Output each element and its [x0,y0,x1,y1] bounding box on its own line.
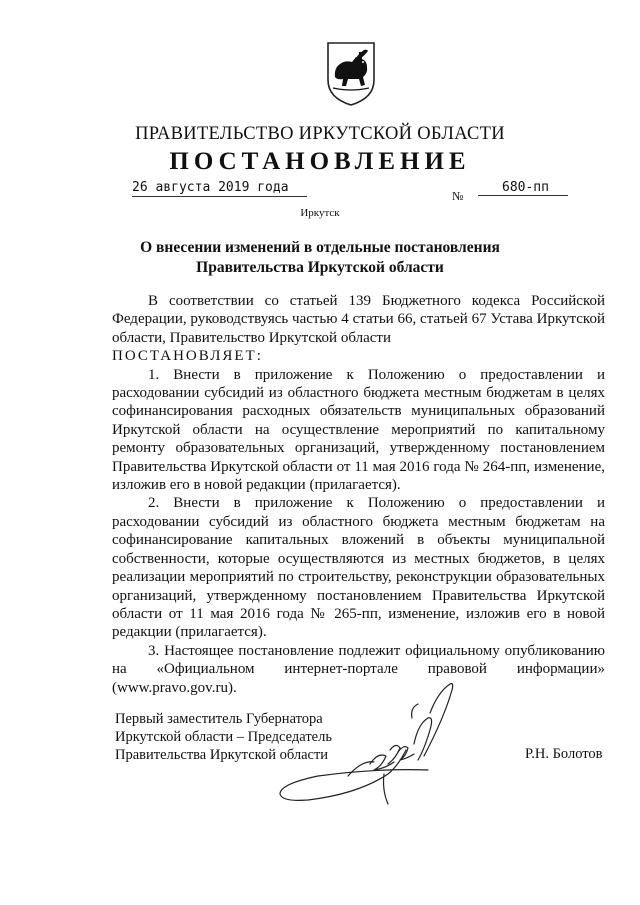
handwritten-signature-icon [278,678,510,806]
item-paragraph-2: 2. Внести в приложение к Положению о предоставлении и расходовании субсидий из областного бюджета местным бюджетам на софинансирование капитальных вложений в объекты муниципальной собственности, которые осуществляются из местных бюджетов, в целях реализации мероприятий по строительству, реконструкции образовательных организаций, утвержденному постановлением Правительства Иркутской области от 11 мая 2016 года № 265-пп, изменение, изложив его в новой редакции (прилагается). [112,495,605,641]
document-number-label: № [452,189,464,203]
document-body [112,292,605,697]
signer-position-line-3: Правительства Иркутской области [115,747,329,763]
document-city: Иркутск [300,207,340,219]
organization-name: ПРАВИТЕЛЬСТВО ИРКУТСКОЙ ОБЛАСТИ [135,124,505,144]
document-title: О внесении изменений в отдельные постановления Правительства Иркутской области [140,239,500,276]
item-paragraph-1: 1. Внести в приложение к Положению о предоставлении и расходовании субсидий из областного бюджета местным бюджетам в целях софинансирования расходных обязательств муниципальных образований Иркутской области на осуществление мероприятий по капитальному ремонту образовательных организаций, утвержденному постановлением Правительства Иркутской области от 11 мая 2016 года № 264-пп, изменение, изложив его в новой редакции (прилагается). [112,366,605,494]
preamble-paragraph: В соответствии со статьей 139 Бюджетного кодекса Российской Федерации, руководствуясь частью 4 статьи 66, статьей 67 Устава Иркутской области, Правительство Иркутской области [112,293,605,346]
document-date: 26 августа 2019 года [132,180,307,197]
signer-position-line-1: Первый заместитель Губернатора [115,711,323,727]
item-paragraph-3: 3. Настоящее постановление подлежит официальному опубликованию на «Официальном интернет-портале правовой информации» (www.pravo.gov.ru). [112,642,605,696]
document-number: 680-пп [478,180,568,196]
signer-position-line-2: Иркутской области – Председатель [115,729,332,745]
signer-name: Р.Н. Болотов [525,746,603,762]
coat-of-arms-icon [325,40,377,108]
document-type: ПОСТАНОВЛЕНИЕ [169,148,471,175]
resolves-heading: ПОСТАНОВЛЯЕТ: [112,348,263,365]
